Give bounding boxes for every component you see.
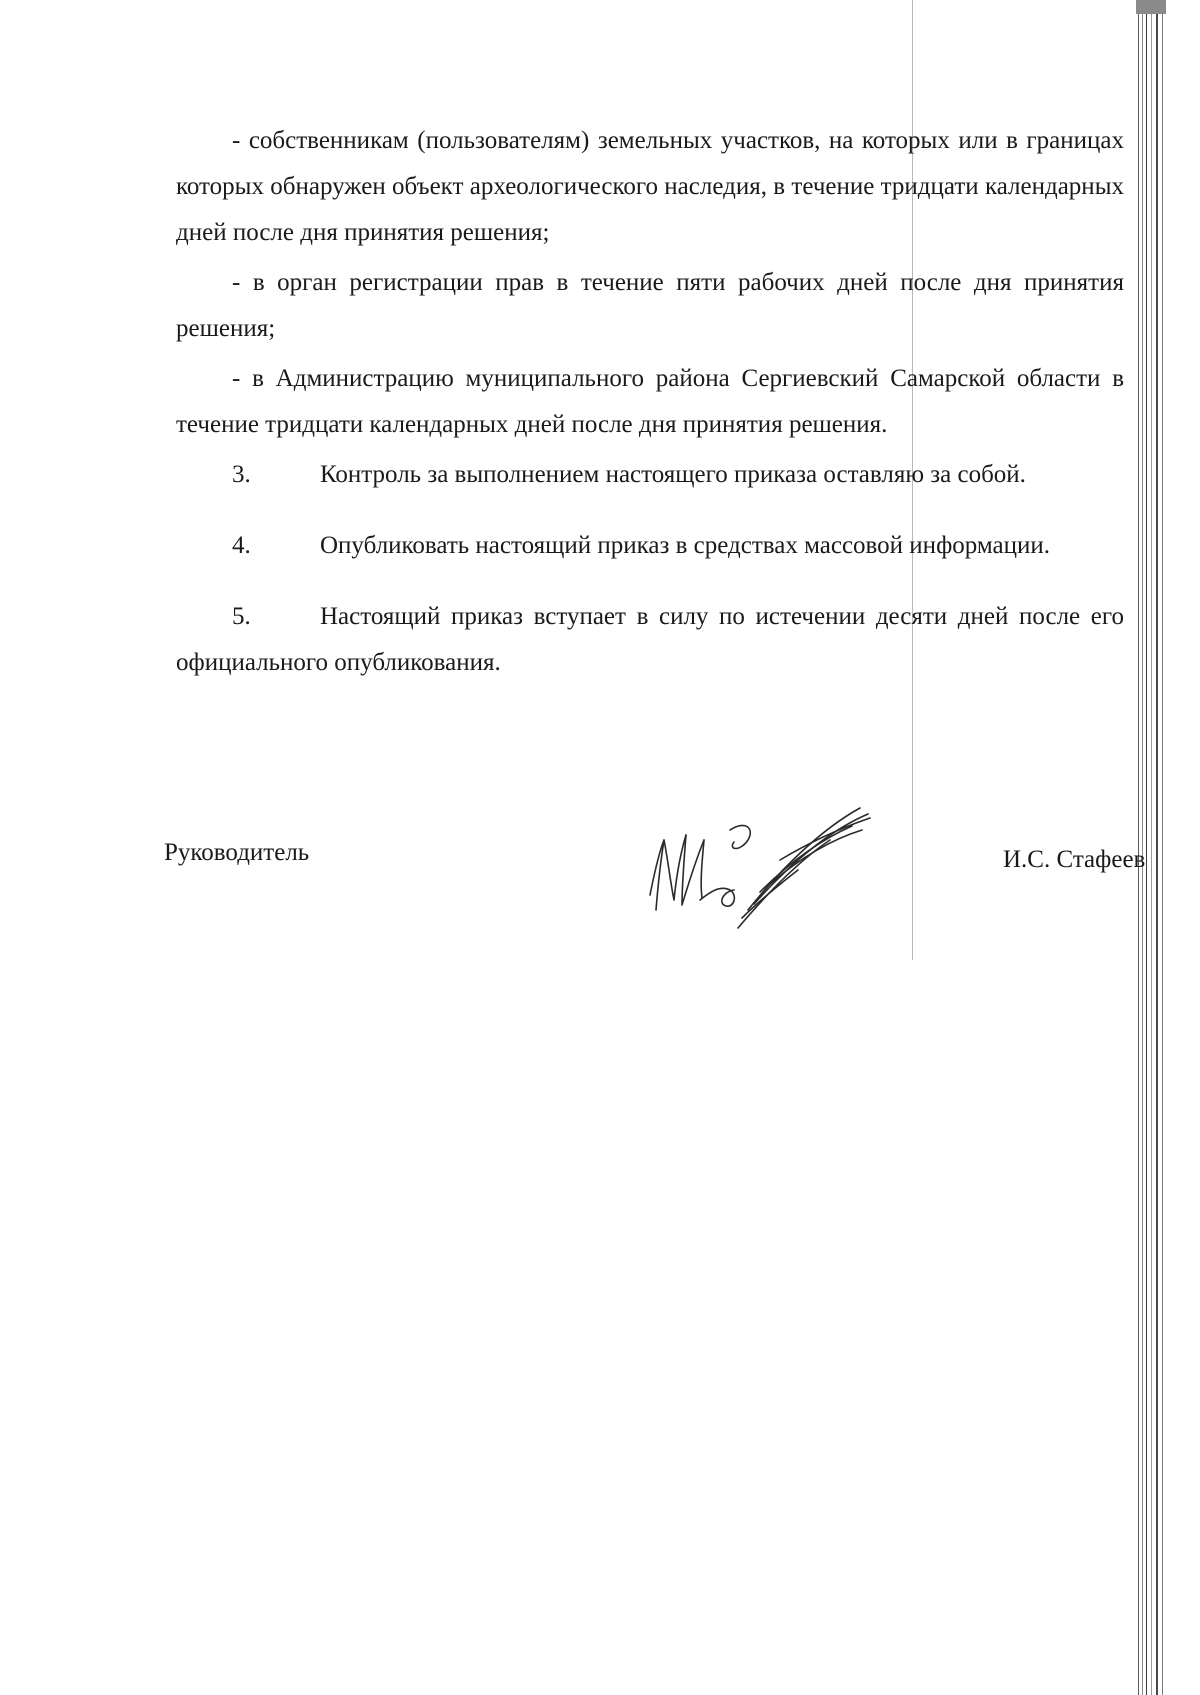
list-item-number: 3. xyxy=(232,461,251,488)
document-body xyxy=(176,118,1124,711)
list-item-text: Контроль за выполнением настоящего приказа оставляю за собой. xyxy=(320,461,1026,488)
list-item-3 xyxy=(176,452,1124,498)
list-item-4 xyxy=(176,523,1124,569)
paragraph-administration: - в Администрацию муниципального района Сергиевский Самарской области в течение тридцати календарных дней после дня принятия решения. xyxy=(176,365,1124,438)
list-item-5 xyxy=(176,594,1124,686)
list-item-text: Настоящий приказ вступает в силу по истечении десяти дней после его официального опубликования. xyxy=(176,603,1124,676)
paragraph-registration-authority: - в орган регистрации прав в течение пяти рабочих дней после дня принятия решения; xyxy=(176,269,1124,342)
list-item-number: 5. xyxy=(232,603,251,630)
binding-edge-top xyxy=(1136,0,1166,14)
paragraph-owners: - собственникам (пользователям) земельных участков, на которых или в границах которых обнаружен объект археологического наследия, в течение тридцати календарных дней после дня принятия решения; xyxy=(176,127,1124,246)
list-item-text: Опубликовать настоящий приказ в средствах массовой информации. xyxy=(320,532,1051,559)
handwritten-signature xyxy=(630,800,890,940)
signatory-name: И.С. Стафеев xyxy=(1003,846,1146,873)
signatory-role: Руководитель xyxy=(164,839,310,866)
list-item-number: 4. xyxy=(232,532,251,559)
